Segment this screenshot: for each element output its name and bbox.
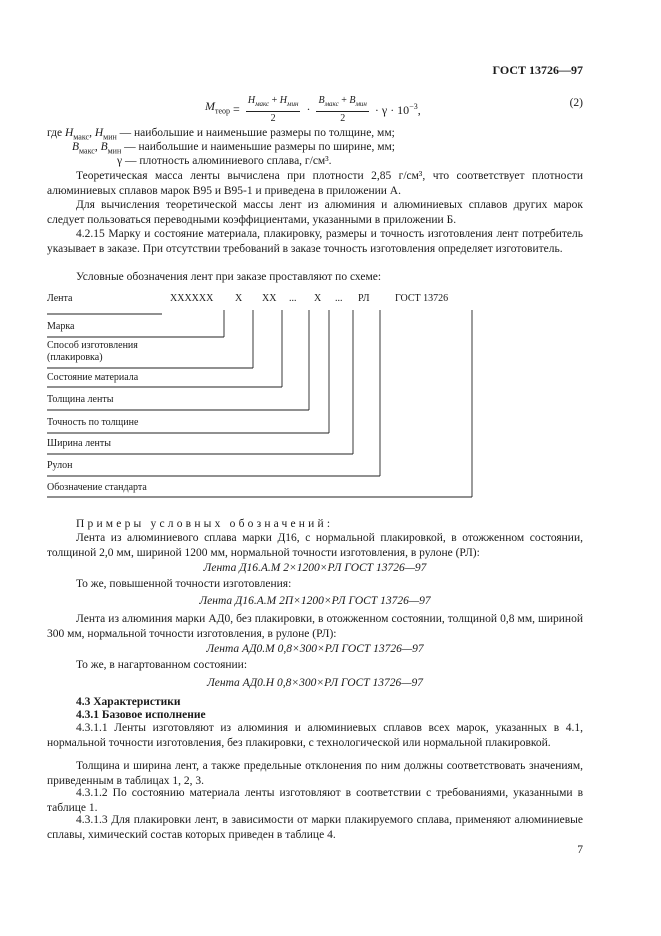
page-number: 7: [577, 844, 583, 856]
paragraph-4-2-15: 4.2.15 Марку и состояние материала, плакировку, размеры и точность изготовления лент потребитель указывает в заказе. При отсутствии требований в заказе точность изготовления определяет изготовитель.: [47, 228, 583, 255]
paragraph-sizes: Толщина и ширина лент, а также предельные отклонения по ним должны соответствовать значениям, приведенным в таблицах 1, 2, 3.: [47, 760, 583, 787]
where-sep: ,: [94, 141, 101, 153]
examples-heading: Примеры условных обозначений:: [76, 518, 334, 530]
scheme-code-thickness: ...: [289, 293, 297, 304]
where-sub: мин: [103, 132, 117, 142]
document-header: ГОСТ 13726—97: [492, 63, 583, 77]
plus: +: [338, 94, 350, 106]
scheme-label-thickness: Толщина ленты: [47, 394, 114, 405]
formula-equals: =: [233, 101, 240, 116]
where-sub: мин: [107, 146, 122, 156]
where-symbol: B: [100, 141, 108, 153]
example-3-text: Лента из алюминия марки АД0, без плакировки, в отожженном состоянии, толщиной 0,8 мм, шириной 300 мм, нормальной точности изготовления, в рулоне (РЛ):: [47, 613, 583, 640]
example-4-code: Лента АД0.Н 0,8×300×РЛ ГОСТ 13726—97: [206, 677, 424, 689]
paragraph-4-3-1-1: 4.3.1.1 Ленты изготовляют из алюминия и алюминиевых сплавов всех марок, указанных в 4.1, нормальной точности изготовления, без плакировки, с технологической или нормальной плакировкой.: [47, 722, 583, 749]
scheme-label-width: Ширина ленты: [47, 438, 111, 449]
scheme-label-grade: Марка: [47, 321, 75, 332]
where-text: — наибольшие и наименьшие размеры по толщине, мм;: [116, 127, 395, 139]
scheme-label-standard: Обозначение стандарта: [47, 482, 147, 493]
where-sep: ,: [89, 127, 95, 139]
scheme-label-method-note: (плакировка): [47, 352, 103, 363]
scheme-head-word: Лента: [47, 293, 73, 304]
equation-number: (2): [569, 97, 583, 109]
scheme-label-roll: Рулон: [47, 460, 73, 471]
example-1-code: Лента Д16.А.М 2×1200×РЛ ГОСТ 13726—97: [203, 562, 427, 574]
formula-lhs-symbol: M: [205, 99, 215, 114]
where-sub: макс: [73, 132, 90, 142]
formula-comma: ,: [417, 103, 421, 118]
paragraph-theoretical-mass: Теоретическая масса ленты вычислена при плотности 2,85 г/см³, что соответствует плотности алюминиевых сплавов марок В95 и В95-1 и приведена в приложении А.: [47, 170, 583, 197]
scheme-code-standard: ГОСТ 13726: [395, 293, 449, 304]
scheme-code-method: X: [235, 293, 243, 304]
sym-h: H: [279, 94, 288, 106]
example-2-text: То же, повышенной точности изготовления:: [76, 578, 292, 590]
where-symbol: H: [64, 127, 74, 139]
fraction-denominator: 2: [270, 112, 276, 124]
scheme-label-state: Состояние материала: [47, 372, 139, 383]
scheme-label-accuracy: Точность по толщине: [47, 417, 139, 428]
where-symbol: B: [72, 141, 80, 153]
scheme-label-method: Способ изготовления: [47, 340, 138, 351]
where-text: — плотность алюминиевого сплава, г/см³.: [122, 155, 332, 167]
sym-b: B: [349, 94, 356, 106]
paragraph-scheme-intro: Условные обозначения лент при заказе проставляют по схеме:: [76, 271, 382, 283]
sym-h: H: [247, 94, 256, 106]
sub-min: мин: [287, 99, 299, 108]
where-prefix: где: [47, 127, 65, 139]
section-heading-base: 4.3.1 Базовое исполнение: [76, 709, 206, 721]
paragraph-conversion: Для вычисления теоретической массы лент из алюминия и алюминиевых сплавов других марок следует пользоваться переводными коэффициентами, указанными в приложении Б.: [47, 199, 583, 226]
fraction-denominator: 2: [340, 112, 346, 124]
where-sub: макс: [79, 146, 95, 156]
paragraph-4-3-1-3: 4.3.1.3 Для плакировки лент, в зависимости от марки плакируемого сплава, применяют алюминиевые сплавы, химический состав которых приведен в таблице 4.: [47, 814, 583, 841]
scheme-code-state: XX: [262, 293, 277, 304]
example-3-code: Лента АД0.М 0,8×300×РЛ ГОСТ 13726—97: [206, 643, 424, 655]
formula-dot: ·: [306, 101, 311, 116]
where-symbol: H: [94, 127, 104, 139]
sym-b: B: [318, 94, 325, 106]
sub-max: макс: [255, 99, 270, 108]
example-4-text: То же, в нагартованном состоянии:: [76, 659, 248, 671]
sub-min: мин: [355, 99, 367, 108]
sub-max: макс: [324, 99, 339, 108]
scheme-code-roll: РЛ: [358, 293, 370, 304]
where-text: — наибольшие и наименьшие размеры по ширине, мм;: [121, 141, 395, 153]
plus: +: [269, 94, 280, 106]
where-symbol: γ: [117, 155, 123, 167]
formula-tail-text: · γ · 10: [374, 103, 410, 118]
section-heading-characteristics: 4.3 Характеристики: [76, 696, 181, 708]
scheme-code-accuracy: X: [314, 293, 322, 304]
scheme-code-width: ...: [335, 293, 343, 304]
formula-exponent: −3: [409, 102, 418, 112]
paragraph-4-3-1-2: 4.3.1.2 По состоянию материала ленты изготовляют в соответствии с требованиями, указанными в таблице 1.: [47, 787, 583, 814]
example-1-text: Лента из алюминиевого сплава марки Д16, с нормальной плакировкой, в отожженном состоянии, толщиной 2,0 мм, шириной 1200 мм, нормальной точности изготовления, в рулоне (РЛ):: [47, 532, 583, 559]
example-2-code: Лента Д16.А.М 2П×1200×РЛ ГОСТ 13726—97: [199, 595, 431, 607]
scheme-code-grade: XXXXXX: [170, 293, 214, 304]
formula-lhs-sub: теор: [215, 106, 231, 116]
